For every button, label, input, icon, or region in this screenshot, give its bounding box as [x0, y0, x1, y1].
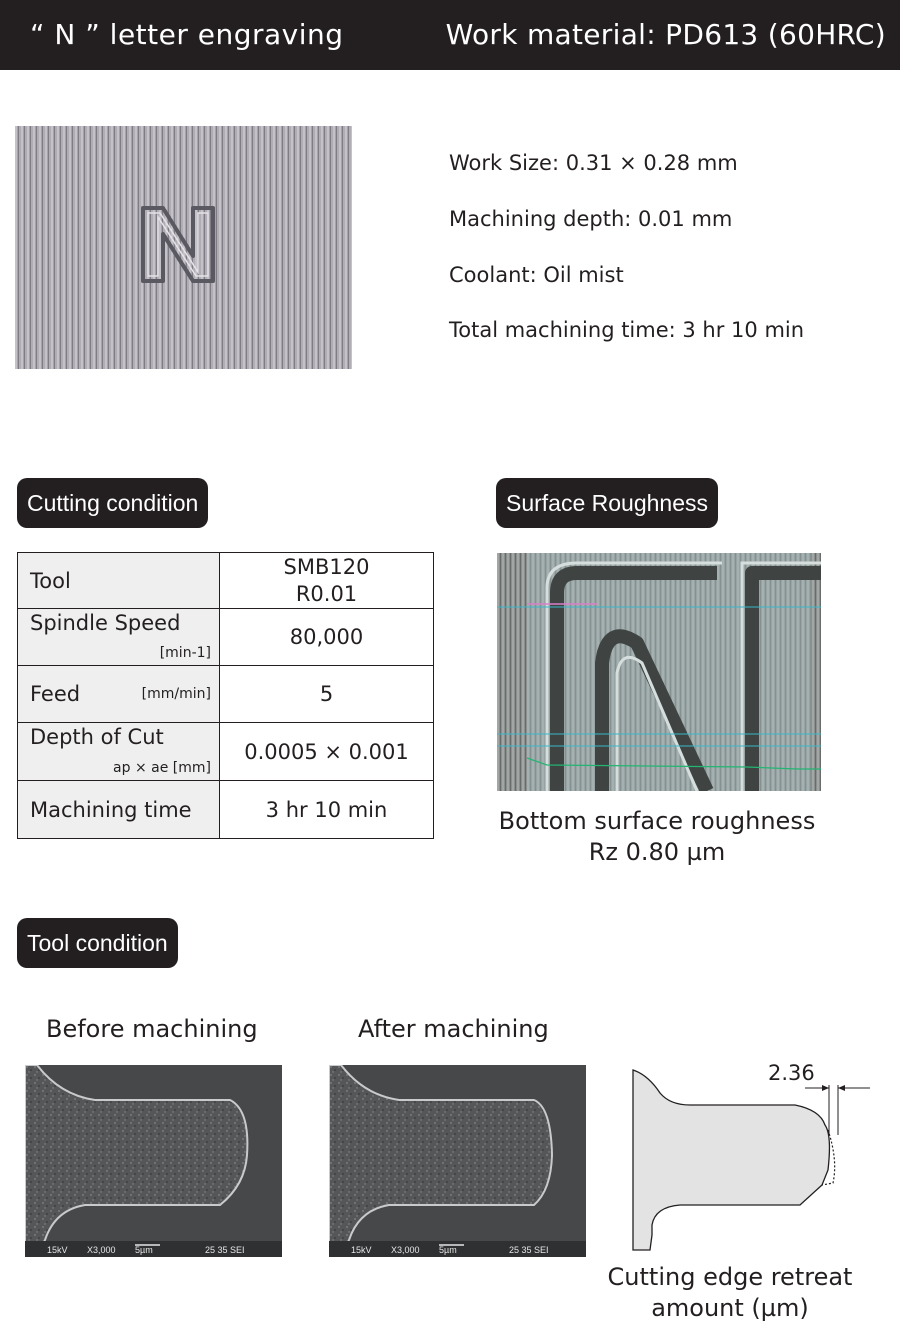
tool-label: Tool: [30, 568, 71, 593]
retreat-value: 2.36: [768, 1061, 815, 1085]
surface-roughness-heading: Surface Roughness: [496, 478, 718, 528]
spec-work-size: Work Size: 0.31 × 0.28 mm: [449, 151, 738, 175]
depth-of-cut-value: 0.0005 × 0.001: [220, 723, 434, 781]
spindle-speed-unit: [min-1]: [159, 645, 211, 661]
tool-value-line1: SMB120: [283, 554, 370, 579]
table-row: [18, 609, 434, 666]
spec-machining-depth: Machining depth: 0.01 mm: [449, 207, 733, 231]
cutting-condition-table: [17, 552, 434, 839]
sem-before-image: [25, 1065, 282, 1257]
tool-profile-shape: [633, 1070, 829, 1250]
engraving-photo: [15, 126, 352, 369]
spindle-speed-label: Spindle Speed: [30, 611, 181, 635]
sem-code-label: 25 35 SEI: [205, 1245, 245, 1255]
spec-total-time: Total machining time: 3 hr 10 min: [449, 318, 805, 342]
spindle-speed-value: 80,000: [220, 609, 434, 666]
depth-of-cut-label: Depth of Cut: [30, 725, 164, 749]
roughness-caption-line2: Rz 0.80 µm: [588, 838, 726, 866]
tool-value-line2: R0.01: [295, 581, 358, 606]
retreat-caption-line2: amount (µm): [651, 1294, 809, 1322]
page-title: “ N ” letter engraving: [30, 18, 344, 51]
table-row: [18, 781, 434, 839]
sem-after-image: [329, 1065, 586, 1257]
feed-unit: [mm/min]: [141, 686, 211, 702]
depth-of-cut-unit: ap × ae [mm]: [113, 760, 211, 776]
sem-voltage-label: 15kV: [351, 1245, 372, 1255]
after-machining-label: After machining: [358, 1015, 549, 1043]
table-row: [18, 666, 434, 723]
machining-time-label: Machining time: [30, 797, 192, 822]
feed-label: Feed: [30, 682, 81, 706]
sem-code-label: 25 35 SEI: [509, 1245, 549, 1255]
feed-value: 5: [220, 666, 434, 723]
retreat-caption-line1: Cutting edge retreat: [607, 1263, 853, 1291]
header-bar: [0, 0, 900, 70]
sem-scale-label: 5µm: [135, 1245, 153, 1255]
sem-scale-label: 5µm: [439, 1245, 457, 1255]
sem-magnification-label: X3,000: [391, 1245, 420, 1255]
spec-coolant: Coolant: Oil mist: [449, 263, 624, 287]
sem-voltage-label: 15kV: [47, 1245, 68, 1255]
tool-condition-heading: Tool condition: [17, 918, 178, 968]
cutting-condition-heading: Cutting condition: [17, 478, 208, 528]
edge-retreat-diagram: [600, 1055, 880, 1260]
machining-time-value: 3 hr 10 min: [220, 781, 434, 839]
before-machining-label: Before machining: [46, 1015, 258, 1043]
table-row: [18, 553, 434, 609]
roughness-micrograph: [497, 553, 821, 791]
roughness-caption-line1: Bottom surface roughness: [498, 807, 816, 835]
work-material: Work material: PD613 (60HRC): [445, 18, 886, 51]
table-row: [18, 723, 434, 781]
sem-magnification-label: X3,000: [87, 1245, 116, 1255]
